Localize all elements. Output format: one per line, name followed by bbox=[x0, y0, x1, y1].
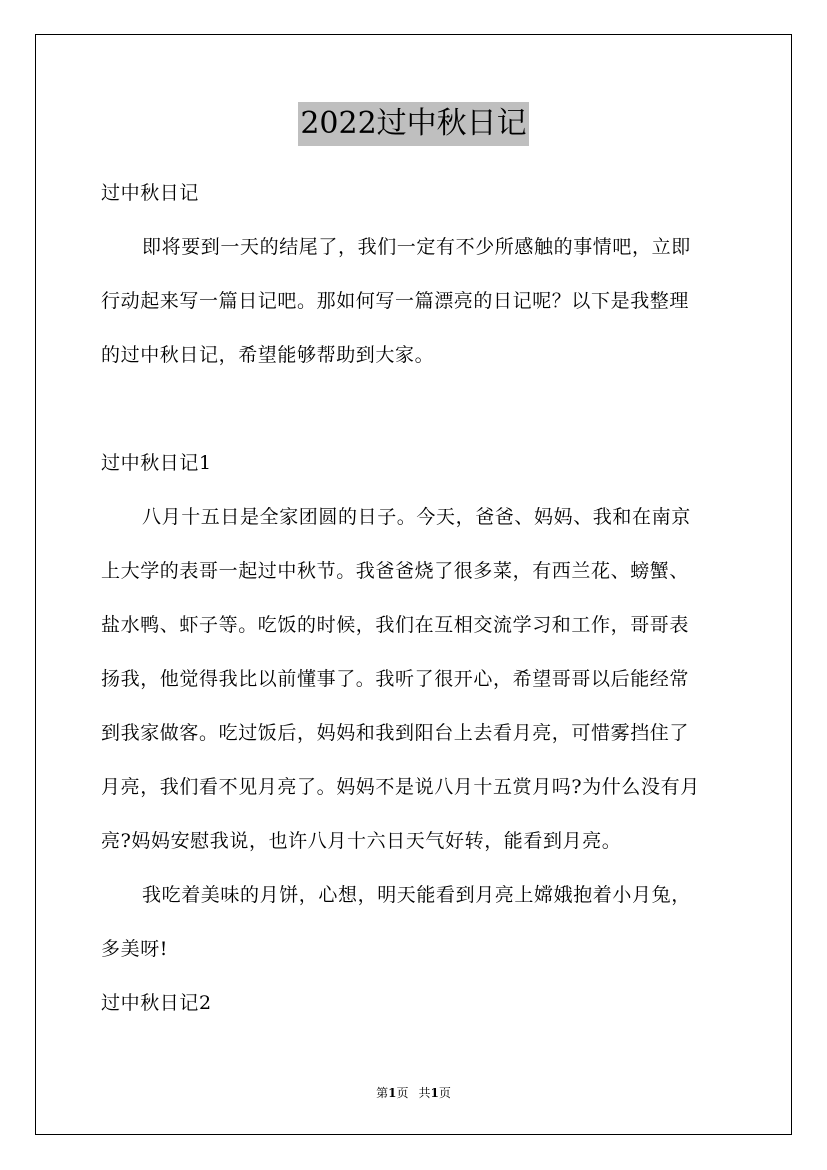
intro-line: 行动起来写一篇日记吧。那如何写一篇漂亮的日记呢？以下是我整理 bbox=[101, 290, 690, 312]
paragraph-gap bbox=[101, 392, 729, 446]
entry1-line: 到我家做客。吃过饭后，妈妈和我到阳台上去看月亮，可惜雾挡住了 bbox=[101, 722, 690, 744]
entry1-p2-line: 我吃着美味的月饼，心想，明天能看到月亮上嫦娥抱着小月兔， bbox=[142, 884, 691, 906]
page-number: 第1页 bbox=[376, 1086, 409, 1100]
entry1-heading: 过中秋日记1 bbox=[101, 452, 212, 474]
document-title: 2022过中秋日记 bbox=[298, 102, 528, 146]
entry1-line: 扬我，他觉得我比以前懂事了。我听了很开心，希望哥哥以后能经常 bbox=[101, 668, 690, 690]
entry1-line: 月亮，我们看不见月亮了。妈妈不是说八月十五赏月吗?为什么没有月 bbox=[101, 776, 700, 798]
page-total: 共1页 bbox=[418, 1086, 451, 1100]
intro-heading: 过中秋日记 bbox=[101, 182, 200, 204]
document-body bbox=[101, 176, 729, 1040]
entry1-line: 盐水鸭、虾子等。吃饭的时候，我们在互相交流学习和工作，哥哥表 bbox=[101, 614, 690, 636]
page-footer bbox=[0, 1084, 827, 1101]
intro-line: 的过中秋日记，希望能够帮助到大家。 bbox=[101, 344, 435, 366]
title-container bbox=[0, 102, 827, 146]
entry2-heading: 过中秋日记2 bbox=[101, 992, 212, 1014]
entry1-line: 上大学的表哥一起过中秋节。我爸爸烧了很多菜，有西兰花、螃蟹、 bbox=[101, 560, 690, 582]
entry1-line: 八月十五日是全家团圆的日子。今天，爸爸、妈妈、我和在南京 bbox=[142, 506, 691, 528]
entry1-p2-line: 多美呀! bbox=[101, 938, 169, 960]
entry1-line: 亮?妈妈安慰我说，也许八月十六日天气好转，能看到月亮。 bbox=[101, 830, 622, 852]
intro-line: 即将要到一天的结尾了，我们一定有不少所感触的事情吧，立即 bbox=[142, 236, 691, 258]
